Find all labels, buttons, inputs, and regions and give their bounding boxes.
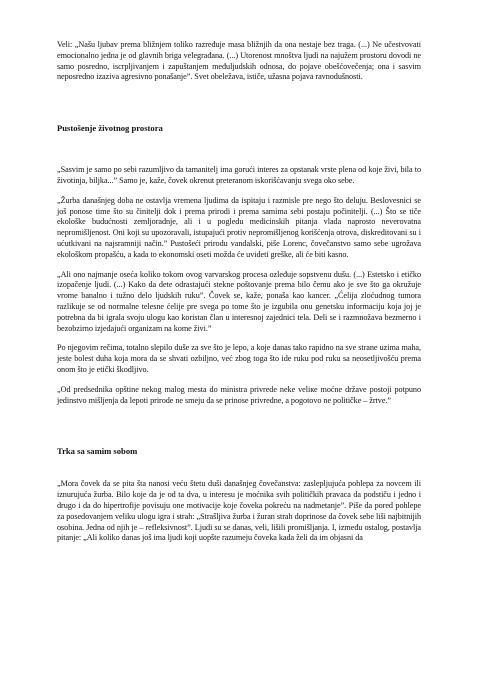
section2-paragraph-1: „Mora čovek da se pita šta nanosi veću štetu duši današnjeg čovečanstva: zaslepljujuća pohlepa za novcem ili iznurujuća žurba. Bilo koje da je od ta dva, u interesu je moćnika svih političkih pravaca da podstiču i jedno i drugo i da do hipertrofije povisuju one motivacije koje čoveka pokreću na nadmetanje”. Piše da pored pohlepe za posedovanjem veliku ulogu igra i strah: „Strašljiva žurba i žuran strah doprinose da čovek sebe liši najbitnijih osobina. Jedna od njih je – refleksivnost”. Ljudi su se danas, veli, lišili promišljanja. I, između ostalog, postavlja pitanje: „Ali koliko danas još ima ljudi koji uopšte razumeju čoveka kada želi da im objasni da: [57, 479, 421, 543]
section1-paragraph-2: „Žurba današnjeg doba ne ostavlja vremena ljudima da ispitaju i razmisle pre nego što deluju. Beslovesnici se još ponose time što su činitelji dok i prema prirodi i prema samima sebi postaju počinitelji. (...) Što se tiče ekološke budućnosti zemljoradnje, ali i u pogledu medicinskih pitanja vlada naprosto neverovatna nepromišljenost. Oni koji su upozoravali, istupajući protiv nepromišljenog korišćenja otrova, diskreditovani su i ućutkivani na najsramniji način.” Pustošeći prirodu vandalski, piše Lorenc, čovečanstvo samo sebe ugrožava ekološkom propašću, a kada to ekonomski oseti možda će uvideti greške, ali će biti kasno.: [57, 195, 421, 259]
section1-paragraph-1: „Sasvim je samo po sebi razumljivo da tamanitelj ima gorući interes za opstanak vrste plena od koje živi, bila to životinja, biljka...” Samo je, kaže, čovek okrenut preteranom iskorišćavanju svega oko sebe.: [57, 165, 421, 185]
section-heading-trka: Trka sa samim sobom: [57, 446, 138, 457]
section-heading-pustosenje: Pustošenje životnog prostora: [57, 123, 163, 134]
section1-paragraph-4: Po njegovim rečima, totalno slepilo duše za sve što je lepo, a koje danas tako rapidno na sve strane uzima maha, jeste bolest duha koja mora da se shvati ozbiljno, već zbog toga što ide ruku pod ruku sa neosetljivošću prema onom što je etički škodljivo.: [57, 343, 421, 374]
document-page: [57, 40, 421, 544]
section1-paragraph-5: „Od predsednika opštine nekog malog mesta do ministra privrede neke veliке moćne države postoji potpuno jedinstvo mišljenja da lepoti prirode ne smeju da se prinose privredne, a pogotovo ne političke – žrtve.”: [57, 384, 421, 405]
section1-paragraph-3: „Ali ono najmanje oseća koliko tokom ovog varvarskog procesa ozleđuje sopstvenu dušu. (...) Estetsko i etičko izopačenje ljudi. (...) Kako da dete odrastajući steknе poštovanje prema bilo čemu ako je sve što ga okružuje vrome banalno i tužno delo ljudskih ruku”. Čovek se, kaže, ponaša kao kancer. „Ćelija zloćudnog tumora razlikuje se od normalne telesne ćelije pre svega po tome što je izgubila onu genetsku informaciju koja joj je potrebna da bi igrala svoju ulogu kao koristan član u interesnoj zajednici tela. Deli se i razmnožava bezmerno i bezobzirno izjedajući organizam na kome živi.”: [57, 269, 421, 333]
intro-paragraph: Veli: „Našu ljubav prema bližnjem toliko razređuje masa bližnjih da ona nestaje bez traga. (...) Ne učestvovati emocionalno jedna je od glavnih briga velegrađana. (...) Utorenost mnoštva ljudi na najužem prostoru dovodi ne samo posredno, iscrpljivanjem i zapuštanjem međuljudskih odnosa, do pojave obešćovečenja; ona i sasvim neposredno izaziva agresivno ponašanje”. Svet obeležava, ističe, užasna pojava ravnodušnosti.: [57, 40, 421, 82]
